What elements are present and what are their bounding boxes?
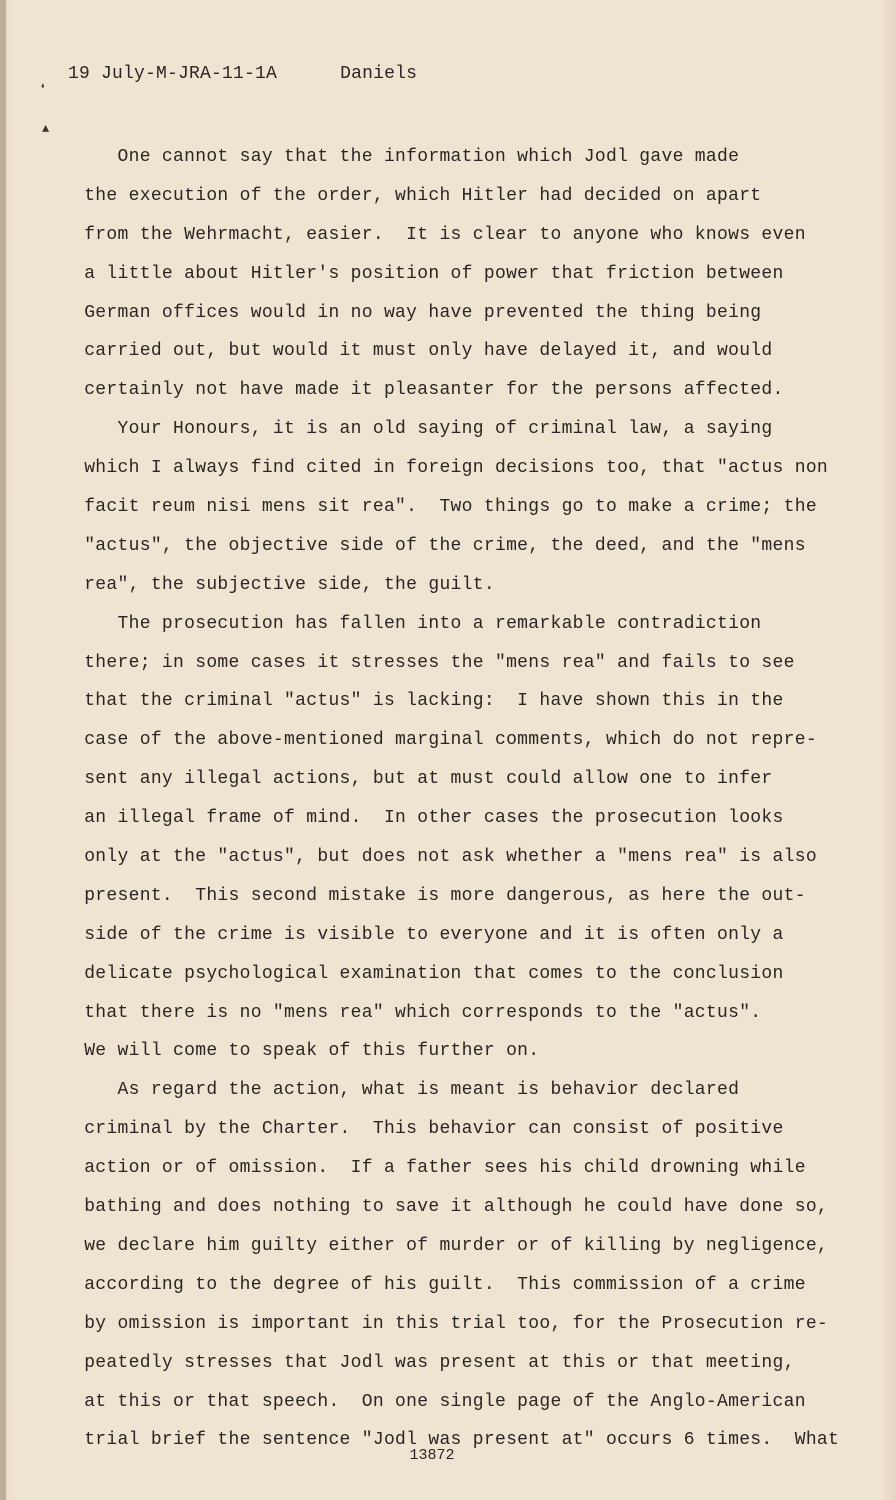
text-line: sent any illegal actions, but at must could allow one to infer (62, 769, 773, 790)
text-line: which I always find cited in foreign decisions too, that "actus non (62, 458, 829, 479)
text-line: side of the crime is visible to everyone and it is often only a (62, 924, 784, 945)
text-line: an illegal frame of mind. In other cases the prosecution looks (62, 808, 784, 829)
page-header (68, 64, 417, 84)
text-line: the execution of the order, which Hitler had decided on apart (62, 185, 762, 206)
text-line: carried out, but would it must only have delayed it, and would (62, 341, 773, 362)
speaker-name: Daniels (340, 64, 418, 84)
text-line: that the criminal "actus" is lacking: I have shown this in the (62, 691, 784, 712)
text-line: One cannot say that the information which Jodl gave made (62, 147, 740, 167)
text-line: German offices would in no way have prevented the thing being (62, 302, 762, 323)
text-line: bathing and does nothing to save it although he could have done so, (62, 1197, 829, 1218)
transcript-body (62, 138, 852, 1460)
text-line: case of the above-mentioned marginal comments, which do not repre- (62, 730, 817, 751)
text-line: "actus", the objective side of the crime, the deed, and the "mens (62, 535, 806, 556)
text-line: We will come to speak of this further on. (62, 1041, 540, 1062)
text-line: trial brief the sentence "Jodl was present at" occurs 6 times. What (62, 1430, 840, 1451)
text-line: certainly not have made it pleasanter for the persons affected. (62, 380, 784, 401)
text-line: by omission is important in this trial too, for the Prosecution re- (62, 1313, 829, 1334)
page-number: 13872 (409, 1447, 455, 1464)
text-line: present. This second mistake is more dangerous, as here the out- (62, 885, 806, 906)
text-line: criminal by the Charter. This behavior can consist of positive (62, 1119, 784, 1140)
text-line: that there is no "mens rea" which corresponds to the "actus". (62, 1002, 762, 1023)
text-line: The prosecution has fallen into a remarkable contradiction (62, 613, 762, 634)
text-line: delicate psychological examination that comes to the conclusion (62, 963, 784, 984)
text-line: rea", the subjective side, the guilt. (62, 574, 495, 595)
ink-mark: ❛ (38, 82, 48, 100)
text-line: a little about Hitler's position of power that friction between (62, 263, 784, 284)
text-line: action or of omission. If a father sees his child drowning while (62, 1158, 806, 1179)
text-line: facit reum nisi mens sit rea". Two things go to make a crime; the (62, 497, 817, 518)
text-line: there; in some cases it stresses the "mens rea" and fails to see (62, 652, 795, 673)
text-line: from the Wehrmacht, easier. It is clear to anyone who knows even (62, 224, 806, 245)
document-reference: 19 July-M-JRA-11-1A (68, 64, 278, 84)
text-line: only at the "actus", but does not ask whether a "mens rea" is also (62, 847, 817, 868)
text-line: we declare him guilty either of murder or of killing by negligence, (62, 1235, 829, 1256)
text-line: according to the degree of his guilt. This commission of a crime (62, 1274, 806, 1295)
paper-edge (0, 0, 6, 1500)
text-line: at this or that speech. On one single page of the Anglo-American (62, 1391, 806, 1412)
text-line: peatedly stresses that Jodl was present at this or that meeting, (62, 1352, 795, 1373)
text-line: Your Honours, it is an old saying of criminal law, a saying (62, 419, 773, 440)
ink-mark: ▲ (42, 122, 50, 136)
text-line: As regard the action, what is meant is behavior declared (62, 1080, 740, 1101)
